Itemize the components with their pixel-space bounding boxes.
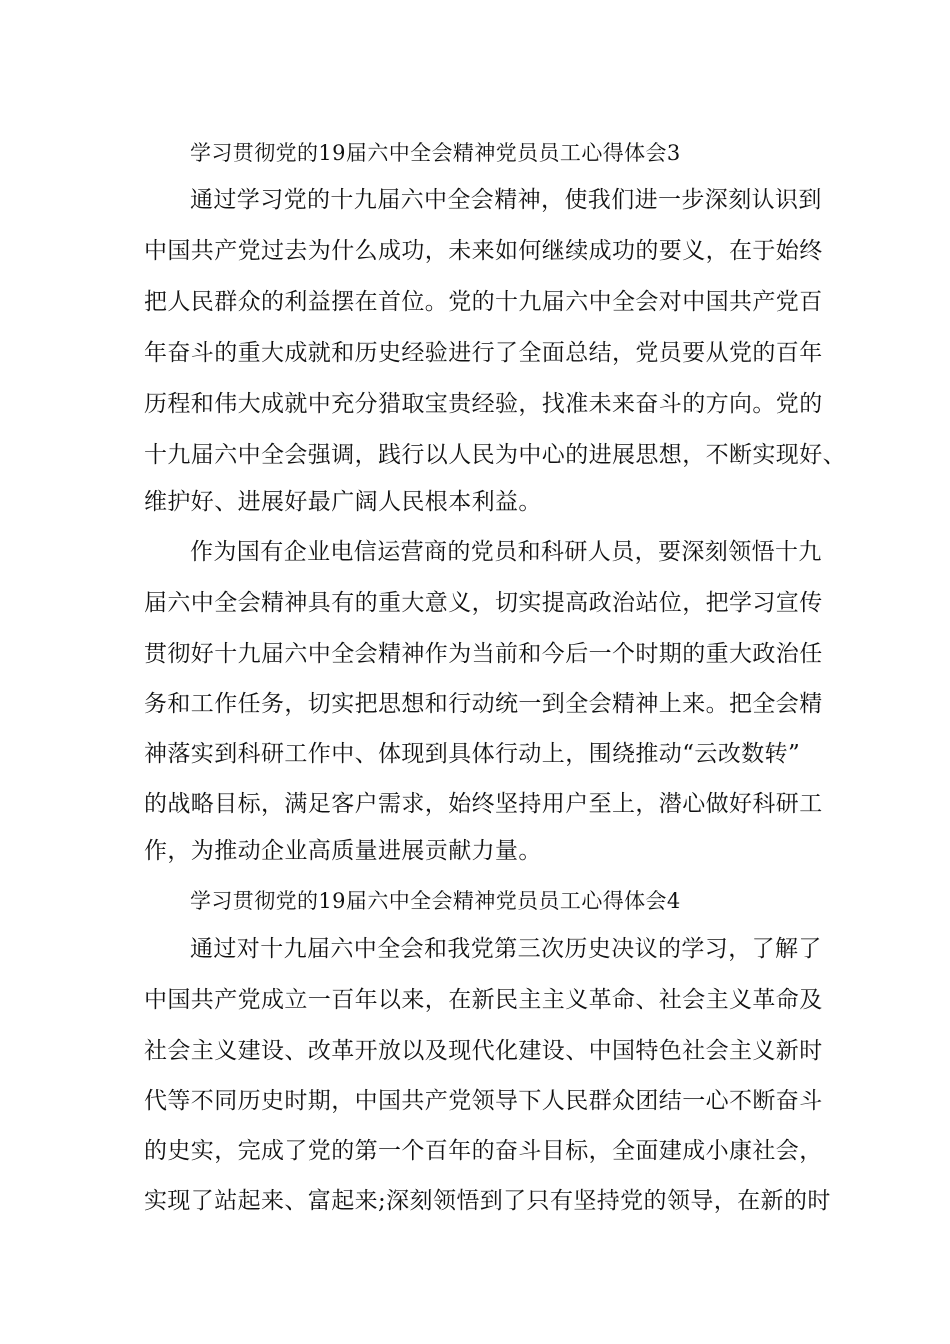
text-line: 届六中全会精神具有的重大意义，切实提高政治站位，把学习宣传 bbox=[144, 590, 823, 616]
text-line: 十九届六中全会强调，践行以人民为中心的进展思想，不断实现好、 bbox=[144, 442, 846, 468]
text-line: 作为国有企业电信运营商的党员和科研人员，要深刻领悟十九 bbox=[190, 539, 822, 565]
text-line: 神落实到科研工作中、体现到具体行动上，围绕推动“云改数转” bbox=[144, 741, 801, 767]
text-line: 维护好、进展好最广阔人民根本利益。 bbox=[144, 489, 542, 515]
text-line: 实现了站起来、富起来;深刻领悟到了只有坚持党的领导，在新的时 bbox=[144, 1188, 831, 1214]
section-heading-3: 学习贯彻党的19届六中全会精神党员员工心得体会3 bbox=[190, 141, 681, 165]
text-line: 作，为推动企业高质量进展贡献力量。 bbox=[144, 838, 542, 864]
text-line: 代等不同历史时期，中国共产党领导下人民群众团结一心不断奋斗 bbox=[144, 1088, 823, 1114]
text-line: 年奋斗的重大成就和历史经验进行了全面总结，党员要从党的百年 bbox=[144, 340, 823, 366]
text-line: 历程和伟大成就中充分猎取宝贵经验，找准未来奋斗的方向。党的 bbox=[144, 391, 823, 417]
text-line: 的史实，完成了党的第一个百年的奋斗目标，全面建成小康社会， bbox=[144, 1138, 823, 1164]
text-line: 通过对十九届六中全会和我党第三次历史决议的学习，了解了 bbox=[190, 936, 822, 962]
text-line: 中国共产党成立一百年以来，在新民主主义革命、社会主义革命及 bbox=[144, 987, 823, 1013]
text-line: 社会主义建设、改革开放以及现代化建设、中国特色社会主义新时 bbox=[144, 1038, 823, 1064]
text-line: 务和工作任务，切实把思想和行动统一到全会精神上来。把全会精 bbox=[144, 691, 823, 717]
text-line: 把人民群众的利益摆在首位。党的十九届六中全会对中国共产党百 bbox=[144, 289, 823, 315]
text-line: 通过学习党的十九届六中全会精神，使我们进一步深刻认识到 bbox=[190, 187, 822, 213]
section-heading-4: 学习贯彻党的19届六中全会精神党员员工心得体会4 bbox=[190, 889, 681, 913]
text-line: 中国共产党过去为什么成功，未来如何继续成功的要义，在于始终 bbox=[144, 238, 823, 264]
text-line: 的战略目标，满足客户需求，始终坚持用户至上，潜心做好科研工 bbox=[144, 791, 823, 817]
text-line: 贯彻好十九届六中全会精神作为当前和今后一个时期的重大政治任 bbox=[144, 641, 823, 667]
